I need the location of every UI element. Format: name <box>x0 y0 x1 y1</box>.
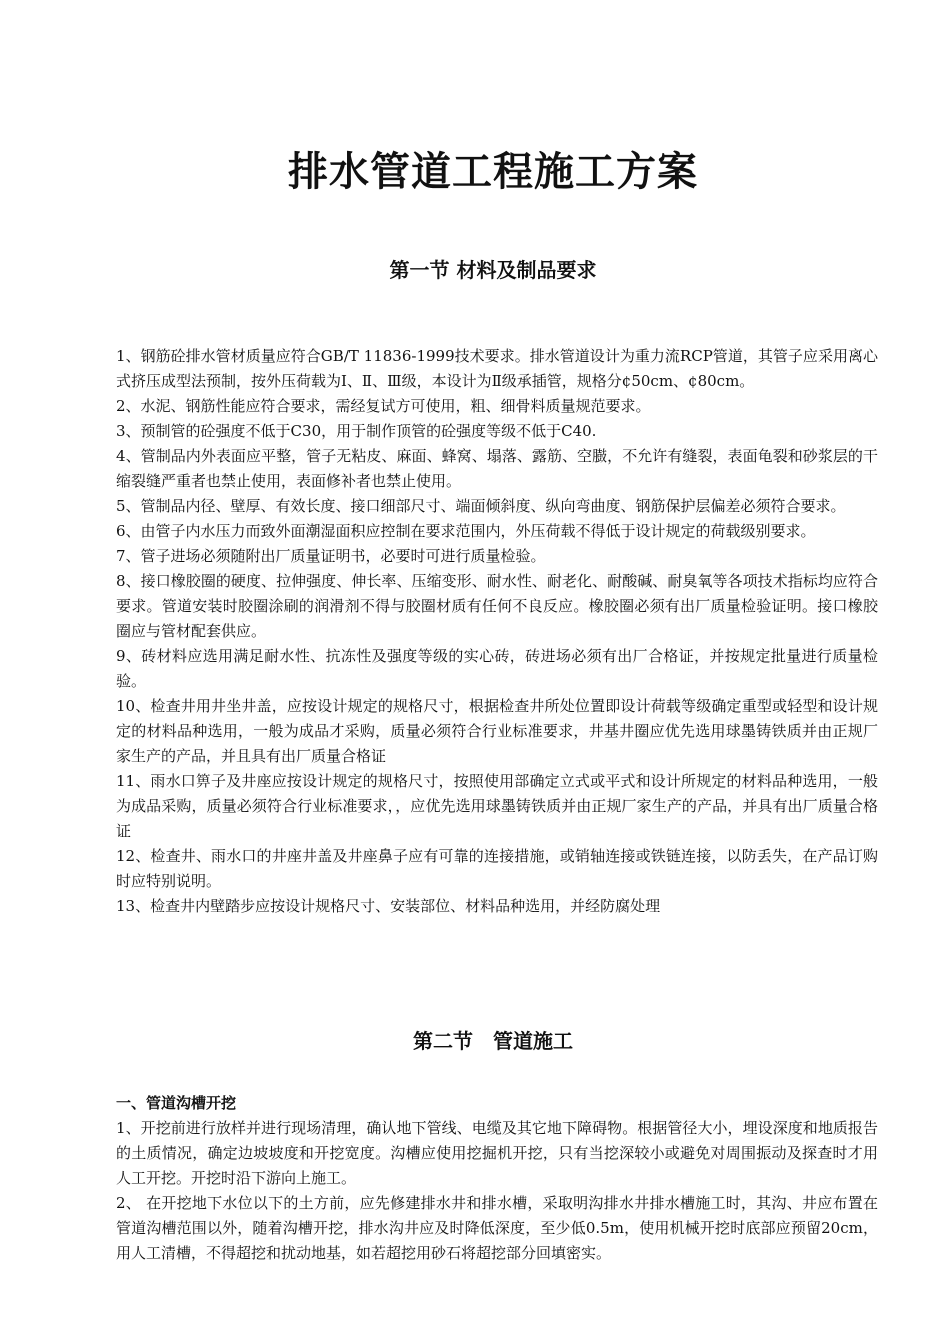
list-item: 6、由管子内水压力而致外面潮湿面积应控制在要求范围内，外压荷载不得低于设计规定的荷载级别要求。 <box>116 522 816 540</box>
list-item: 7、管子进场必须随附出厂质量证明书，必要时可进行质量检验。 <box>116 547 546 565</box>
list-item: 1、钢筋砼排水管材质量应符合GB/T 11836-1999技术要求。排水管道设计为重力流RCP管道，其管子应采用离心式挤压成型法预制，按外压荷载为Ⅰ、Ⅱ、Ⅲ级，本设计为Ⅱ级承插管，规格分¢50cm、¢80cm。 <box>116 347 878 390</box>
materials-requirements-list <box>116 344 878 919</box>
section-heading-pipe-construction: 第二节 管道施工 <box>413 1029 573 1053</box>
list-item: 2、水泥、钢筋性能应符合要求，需经复试方可使用，粗、细骨料质量规范要求。 <box>116 397 651 415</box>
trench-excavation-list <box>116 1116 878 1266</box>
list-item: 3、预制管的砼强度不低于C30，用于制作顶管的砼强度等级不低于C40. <box>116 422 597 440</box>
subheading-trench-excavation: 一、管道沟槽开挖 <box>116 1094 237 1112</box>
section-heading-materials: 第一节 材料及制品要求 <box>389 258 597 282</box>
list-item: 10、检查井用井坐井盖，应按设计规定的规格尺寸，根据检查井所处位置即设计荷载等级确定重型或轻型和设计规定的材料品种选用，一般为成品才采购，质量必须符合行业标准要求，井基井圈应优先选用球墨铸铁质并由正规厂家生产的产品，并且具有出厂质量合格证 <box>116 697 878 765</box>
list-item: 4、管制品内外表面应平整，管子无粘皮、麻面、蜂窝、塌落、露筋、空臌，不允许有缝裂，表面龟裂和砂浆层的干缩裂缝严重者也禁止使用，表面修补者也禁止使用。 <box>116 447 878 490</box>
list-item: 2、 在开挖地下水位以下的土方前，应先修建排水井和排水槽，采取明沟排水井排水槽施工时，其沟、井应布置在管道沟槽范围以外，随着沟槽开挖，排水沟井应及时降低深度，至少低0.5m，使用机械开挖时底部应预留20cm，用人工清槽，不得超挖和扰动地基，如若超挖用砂石将超挖部分回填密实。 <box>116 1194 878 1262</box>
list-item: 9、砖材料应选用满足耐水性、抗冻性及强度等级的实心砖，砖进场必须有出厂合格证，并按规定批量进行质量检验。 <box>116 647 878 690</box>
list-item: 5、管制品内径、壁厚、有效长度、接口细部尺寸、端面倾斜度、纵向弯曲度、钢筋保护层偏差必须符合要求。 <box>116 497 846 515</box>
document-title: 排水管道工程施工方案 <box>288 149 698 195</box>
list-item: 11、雨水口箅子及井座应按设计规定的规格尺寸，按照使用部确定立式或平式和设计所规定的材料品种选用，一般为成品采购，质量必须符合行业标准要求，，应优先选用球墨铸铁质并由正规厂家生产的产品，并具有出厂质量合格证 <box>116 772 878 840</box>
list-item: 12、检查井、雨水口的井座井盖及井座鼻子应有可靠的连接措施，或销轴连接或铁链连接，以防丢失，在产品订购时应特别说明。 <box>116 847 878 890</box>
list-item: 13、检查井内壁踏步应按设计规格尺寸、安装部位、材料品种选用，并经防腐处理 <box>116 897 661 915</box>
list-item: 8、接口橡胶圈的硬度、拉伸强度、伸长率、压缩变形、耐水性、耐老化、耐酸碱、耐臭氧等各项技术指标均应符合要求。管道安装时胶圈涂刷的润滑剂不得与胶圈材质有任何不良反应。橡胶圈必须有出厂质量检验证明。接口橡胶圈应与管材配套供应。 <box>116 572 878 640</box>
list-item: 1、开挖前进行放样并进行现场清理，确认地下管线、电缆及其它地下障碍物。根据管径大小，埋设深度和地质报告的土质情况，确定边坡坡度和开挖宽度。沟槽应使用挖掘机开挖，只有当挖深较小或避免对周围振动及探查时才用人工开挖。开挖时沿下游向上施工。 <box>116 1119 878 1187</box>
